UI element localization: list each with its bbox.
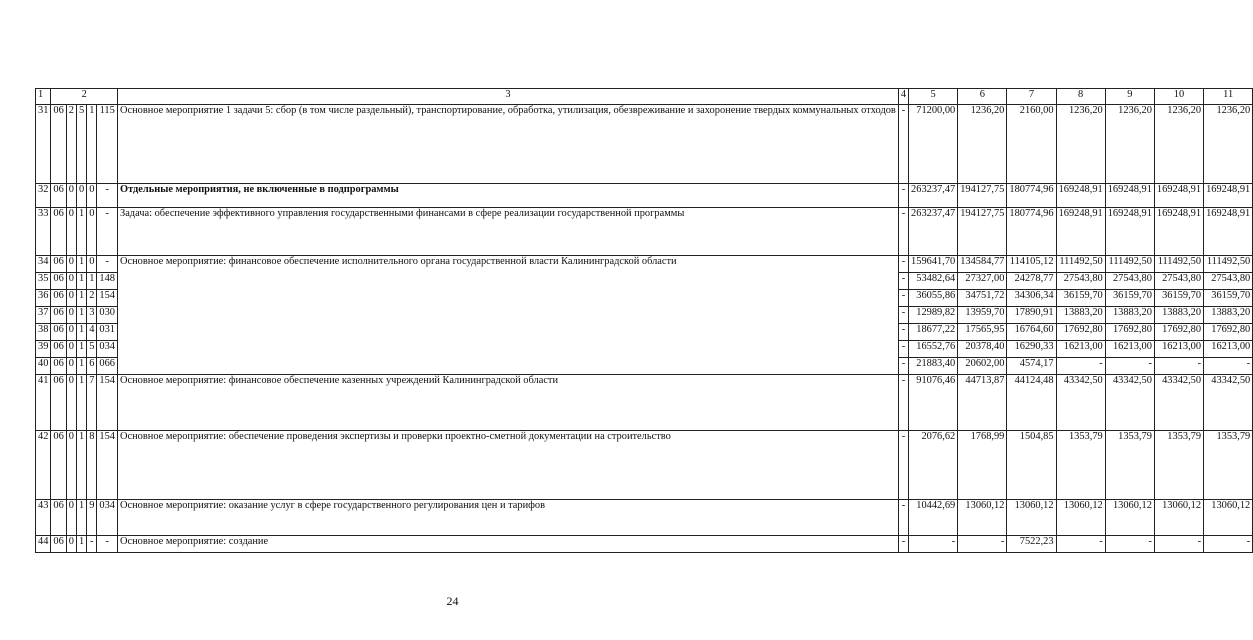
code-cell: 1 [87,105,97,184]
code-cell: 06 [51,500,66,536]
col4-cell: - [898,307,908,324]
value-cell: 13060,12 [1154,500,1203,536]
col4-cell: - [898,184,908,208]
code-cell: 06 [51,307,66,324]
row-number-cell: 31 [36,105,51,184]
code-cell: 1 [76,290,86,307]
table-body [36,89,1253,553]
row-number-cell: 37 [36,307,51,324]
value-cell: - [1154,536,1203,553]
value-cell: 12989,82 [909,307,958,324]
value-cell: 36159,70 [1105,290,1154,307]
col4-cell: - [898,273,908,290]
value-cell: 44713,87 [958,375,1007,431]
value-cell: 16213,00 [1204,341,1253,358]
value-cell: 1236,20 [1204,105,1253,184]
value-cell: - [1154,358,1203,375]
budget-table [35,88,1253,553]
header-col-4: 4 [898,89,908,105]
code-cell: 154 [97,290,118,307]
code-cell: 5 [76,105,86,184]
code-cell: 06 [51,256,66,273]
table-row [36,256,1253,273]
description-cell: Основное мероприятие: финансовое обеспечение казенных учреждений Калининградской области [117,375,898,431]
value-cell: 27543,80 [1204,273,1253,290]
header-col-11: 11 [1204,89,1253,105]
value-cell: 13060,12 [958,500,1007,536]
code-cell: 9 [87,500,97,536]
value-cell: 13883,20 [1204,307,1253,324]
value-cell: 180774,96 [1007,184,1056,208]
code-cell: 148 [97,273,118,290]
code-cell: 031 [97,324,118,341]
col4-cell: - [898,536,908,553]
code-cell: 154 [97,375,118,431]
value-cell: 169248,91 [1154,208,1203,256]
header-col-5: 5 [909,89,958,105]
code-cell: - [87,536,97,553]
value-cell: - [909,536,958,553]
header-col-2: 2 [51,89,118,105]
col4-cell: - [898,358,908,375]
code-cell: 06 [51,341,66,358]
value-cell: 1236,20 [1154,105,1203,184]
code-cell: 0 [66,431,76,500]
value-cell: 4574,17 [1007,358,1056,375]
value-cell: 27327,00 [958,273,1007,290]
value-cell: 114105,12 [1007,256,1056,273]
value-cell: 169248,91 [1056,208,1105,256]
value-cell: 27543,80 [1154,273,1203,290]
value-cell: 16290,33 [1007,341,1056,358]
value-cell: 111492,50 [1105,256,1154,273]
value-cell: 13060,12 [1056,500,1105,536]
value-cell: - [1204,358,1253,375]
value-cell: 13060,12 [1007,500,1056,536]
code-cell: 1 [87,273,97,290]
value-cell: 169248,91 [1105,208,1154,256]
value-cell: 17890,91 [1007,307,1056,324]
code-cell: 5 [87,341,97,358]
value-cell: - [1105,358,1154,375]
row-number-cell: 33 [36,208,51,256]
row-number-cell: 36 [36,290,51,307]
value-cell: 2160,00 [1007,105,1056,184]
code-cell: 0 [66,375,76,431]
code-cell: 06 [51,105,66,184]
value-cell: 1353,79 [1056,431,1105,500]
code-cell: - [97,184,118,208]
code-cell: 1 [76,431,86,500]
code-cell: 0 [66,290,76,307]
code-cell: 06 [51,431,66,500]
value-cell: 134584,77 [958,256,1007,273]
code-cell: 0 [66,273,76,290]
code-cell: 0 [76,184,86,208]
row-number-cell: 39 [36,341,51,358]
code-cell: 3 [87,307,97,324]
row-number-cell: 32 [36,184,51,208]
value-cell: 17692,80 [1204,324,1253,341]
table-row [36,431,1253,500]
value-cell: 169248,91 [1204,184,1253,208]
value-cell: - [1056,358,1105,375]
code-cell: 0 [66,307,76,324]
value-cell: 16764,60 [1007,324,1056,341]
row-number-cell: 40 [36,358,51,375]
col4-cell: - [898,431,908,500]
value-cell: 7522,23 [1007,536,1056,553]
value-cell: 10442,69 [909,500,958,536]
code-cell: 06 [51,273,66,290]
code-cell: 06 [51,290,66,307]
value-cell: 16213,00 [1105,341,1154,358]
description-cell: Основное мероприятие: обеспечение проведения экспертизы и проверки проектно-сметной документации на строительство [117,431,898,500]
value-cell: 194127,75 [958,208,1007,256]
value-cell: 13883,20 [1056,307,1105,324]
value-cell: - [958,536,1007,553]
value-cell: 17692,80 [1105,324,1154,341]
value-cell: 180774,96 [1007,208,1056,256]
code-cell: 1 [76,273,86,290]
value-cell: 263237,47 [909,208,958,256]
table-row [36,500,1253,536]
value-cell: 91076,46 [909,375,958,431]
value-cell: 13959,70 [958,307,1007,324]
description-cell: Основное мероприятие: оказание услуг в сфере государственного регулирования цен и тарифов [117,500,898,536]
table-row [36,208,1253,256]
code-cell: 154 [97,431,118,500]
header-col-7: 7 [1007,89,1056,105]
page-number: 24 [446,594,459,608]
code-cell: 0 [66,184,76,208]
value-cell: 1504,85 [1007,431,1056,500]
header-col-8: 8 [1056,89,1105,105]
value-cell: 20378,40 [958,341,1007,358]
value-cell: 111492,50 [1204,256,1253,273]
description-cell: Основное мероприятие: финансовое обеспечение исполнительного органа государственной власти Калининградской области [117,256,898,375]
row-number-cell: 34 [36,256,51,273]
code-cell: 0 [66,341,76,358]
value-cell: 16552,76 [909,341,958,358]
row-number-cell: 38 [36,324,51,341]
row-number-cell: 35 [36,273,51,290]
description-cell: Отдельные мероприятия, не включенные в подпрограммы [117,184,898,208]
value-cell: 71200,00 [909,105,958,184]
value-cell: 159641,70 [909,256,958,273]
code-cell: 0 [66,536,76,553]
value-cell: 34751,72 [958,290,1007,307]
value-cell: 18677,22 [909,324,958,341]
value-cell: 169248,91 [1105,184,1154,208]
value-cell: 36159,70 [1154,290,1203,307]
code-cell: 06 [51,184,66,208]
value-cell: 44124,48 [1007,375,1056,431]
code-cell: 0 [66,358,76,375]
code-cell: 1 [76,500,86,536]
table-row [36,184,1253,208]
value-cell: 17565,95 [958,324,1007,341]
description-cell: Основное мероприятие: создание [117,536,898,553]
code-cell: 8 [87,431,97,500]
col4-cell: - [898,256,908,273]
col4-cell: - [898,500,908,536]
code-cell: 06 [51,358,66,375]
value-cell: - [1105,536,1154,553]
value-cell: 2076,62 [909,431,958,500]
value-cell: 36159,70 [1056,290,1105,307]
code-cell: 1 [76,256,86,273]
value-cell: 20602,00 [958,358,1007,375]
code-cell: 1 [76,536,86,553]
value-cell: 1353,79 [1204,431,1253,500]
header-col-1: 1 [36,89,51,105]
code-cell: 7 [87,375,97,431]
value-cell: 16213,00 [1056,341,1105,358]
header-col-3: 3 [117,89,898,105]
code-cell: 0 [66,208,76,256]
code-cell: 1 [76,375,86,431]
value-cell: 43342,50 [1105,375,1154,431]
value-cell: 263237,47 [909,184,958,208]
table-row [36,536,1253,553]
code-cell: 030 [97,307,118,324]
code-cell: 06 [51,208,66,256]
description-cell: Основное мероприятие 1 задачи 5: сбор (в том числе раздельный), транспортирование, обработка, утилизация, обезвреживание и захоронение твердых коммунальных отходов [117,105,898,184]
value-cell: - [1204,536,1253,553]
col4-cell: - [898,290,908,307]
col4-cell: - [898,341,908,358]
description-cell: Задача: обеспечение эффективного управления государственными финансами в сфере реализации государственной программы [117,208,898,256]
value-cell: 43342,50 [1204,375,1253,431]
value-cell: 53482,64 [909,273,958,290]
value-cell: 1353,79 [1154,431,1203,500]
value-cell: 43342,50 [1154,375,1203,431]
code-cell: 4 [87,324,97,341]
value-cell: 21883,40 [909,358,958,375]
code-cell: 06 [51,375,66,431]
code-cell: 1 [76,324,86,341]
code-cell: 0 [87,208,97,256]
value-cell: 1353,79 [1105,431,1154,500]
header-row [36,89,1253,105]
code-cell: 0 [66,324,76,341]
col4-cell: - [898,324,908,341]
col4-cell: - [898,105,908,184]
value-cell: 111492,50 [1056,256,1105,273]
value-cell: 1236,20 [1056,105,1105,184]
value-cell: 111492,50 [1154,256,1203,273]
code-cell: 0 [66,500,76,536]
value-cell: 43342,50 [1056,375,1105,431]
col4-cell: - [898,208,908,256]
code-cell: 1 [76,307,86,324]
code-cell: 1 [76,358,86,375]
code-cell: 06 [51,536,66,553]
table-row [36,105,1253,184]
value-cell: 36055,86 [909,290,958,307]
value-cell: 169248,91 [1204,208,1253,256]
code-cell: 0 [87,256,97,273]
code-cell: 034 [97,500,118,536]
table-row [36,375,1253,431]
code-cell: - [97,536,118,553]
value-cell: 27543,80 [1056,273,1105,290]
code-cell: - [97,208,118,256]
code-cell: 2 [66,105,76,184]
code-cell: 034 [97,341,118,358]
col4-cell: - [898,375,908,431]
header-col-6: 6 [958,89,1007,105]
row-number-cell: 41 [36,375,51,431]
value-cell: 1236,20 [958,105,1007,184]
value-cell: - [1056,536,1105,553]
value-cell: 1236,20 [1105,105,1154,184]
value-cell: 17692,80 [1056,324,1105,341]
value-cell: 13883,20 [1154,307,1203,324]
value-cell: 13060,12 [1105,500,1154,536]
value-cell: 169248,91 [1056,184,1105,208]
code-cell: 6 [87,358,97,375]
value-cell: 194127,75 [958,184,1007,208]
header-col-10: 10 [1154,89,1203,105]
row-number-cell: 42 [36,431,51,500]
code-cell: 06 [51,324,66,341]
value-cell: 16213,00 [1154,341,1203,358]
code-cell: 066 [97,358,118,375]
value-cell: 1768,99 [958,431,1007,500]
value-cell: 36159,70 [1204,290,1253,307]
value-cell: 17692,80 [1154,324,1203,341]
value-cell: 13060,12 [1204,500,1253,536]
value-cell: 27543,80 [1105,273,1154,290]
value-cell: 169248,91 [1154,184,1203,208]
code-cell: 1 [76,208,86,256]
header-col-9: 9 [1105,89,1154,105]
value-cell: 34306,34 [1007,290,1056,307]
row-number-cell: 44 [36,536,51,553]
code-cell: 0 [87,184,97,208]
row-number-cell: 43 [36,500,51,536]
code-cell: 1 [76,341,86,358]
code-cell: 115 [97,105,118,184]
code-cell: 0 [66,256,76,273]
value-cell: 24278,77 [1007,273,1056,290]
code-cell: 2 [87,290,97,307]
value-cell: 13883,20 [1105,307,1154,324]
code-cell: - [97,256,118,273]
